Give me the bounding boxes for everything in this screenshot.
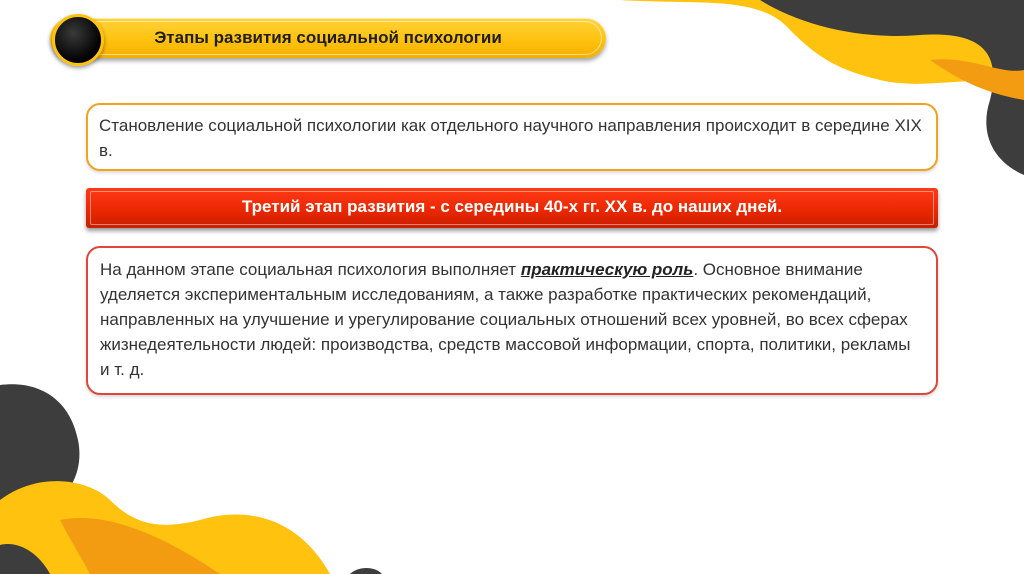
- slide-title-bar: [50, 18, 606, 58]
- description-text-rest: . Основное внимание уделяется экспериментальным исследованиям, а также разработке практических рекомендаций, направленных на улучшение и урегулирование социальных отношений всех уровней, во всех сферах жизнедеятельности людей: производства, средств массовой информации, спорта, политики, рекламы и т. д.: [100, 260, 911, 379]
- intro-text-box: [86, 103, 938, 171]
- stage-banner-text: Третий этап развития - с середины 40-х гг. XX в. до наших дней.: [241, 197, 783, 216]
- bottom-dark-dot: [350, 568, 382, 574]
- intro-text: Становление социальной психологии как отдельного научного направления происходит в середине XIX в.: [99, 116, 922, 160]
- stage-banner: [86, 188, 938, 228]
- slide-title: Этапы развития социальной психологии: [154, 28, 502, 47]
- stage-description-box: [86, 246, 938, 395]
- description-text-start: На данном этапе социальная психология выполняет: [100, 260, 521, 279]
- practical-role-emphasis: практическую роль: [520, 260, 694, 279]
